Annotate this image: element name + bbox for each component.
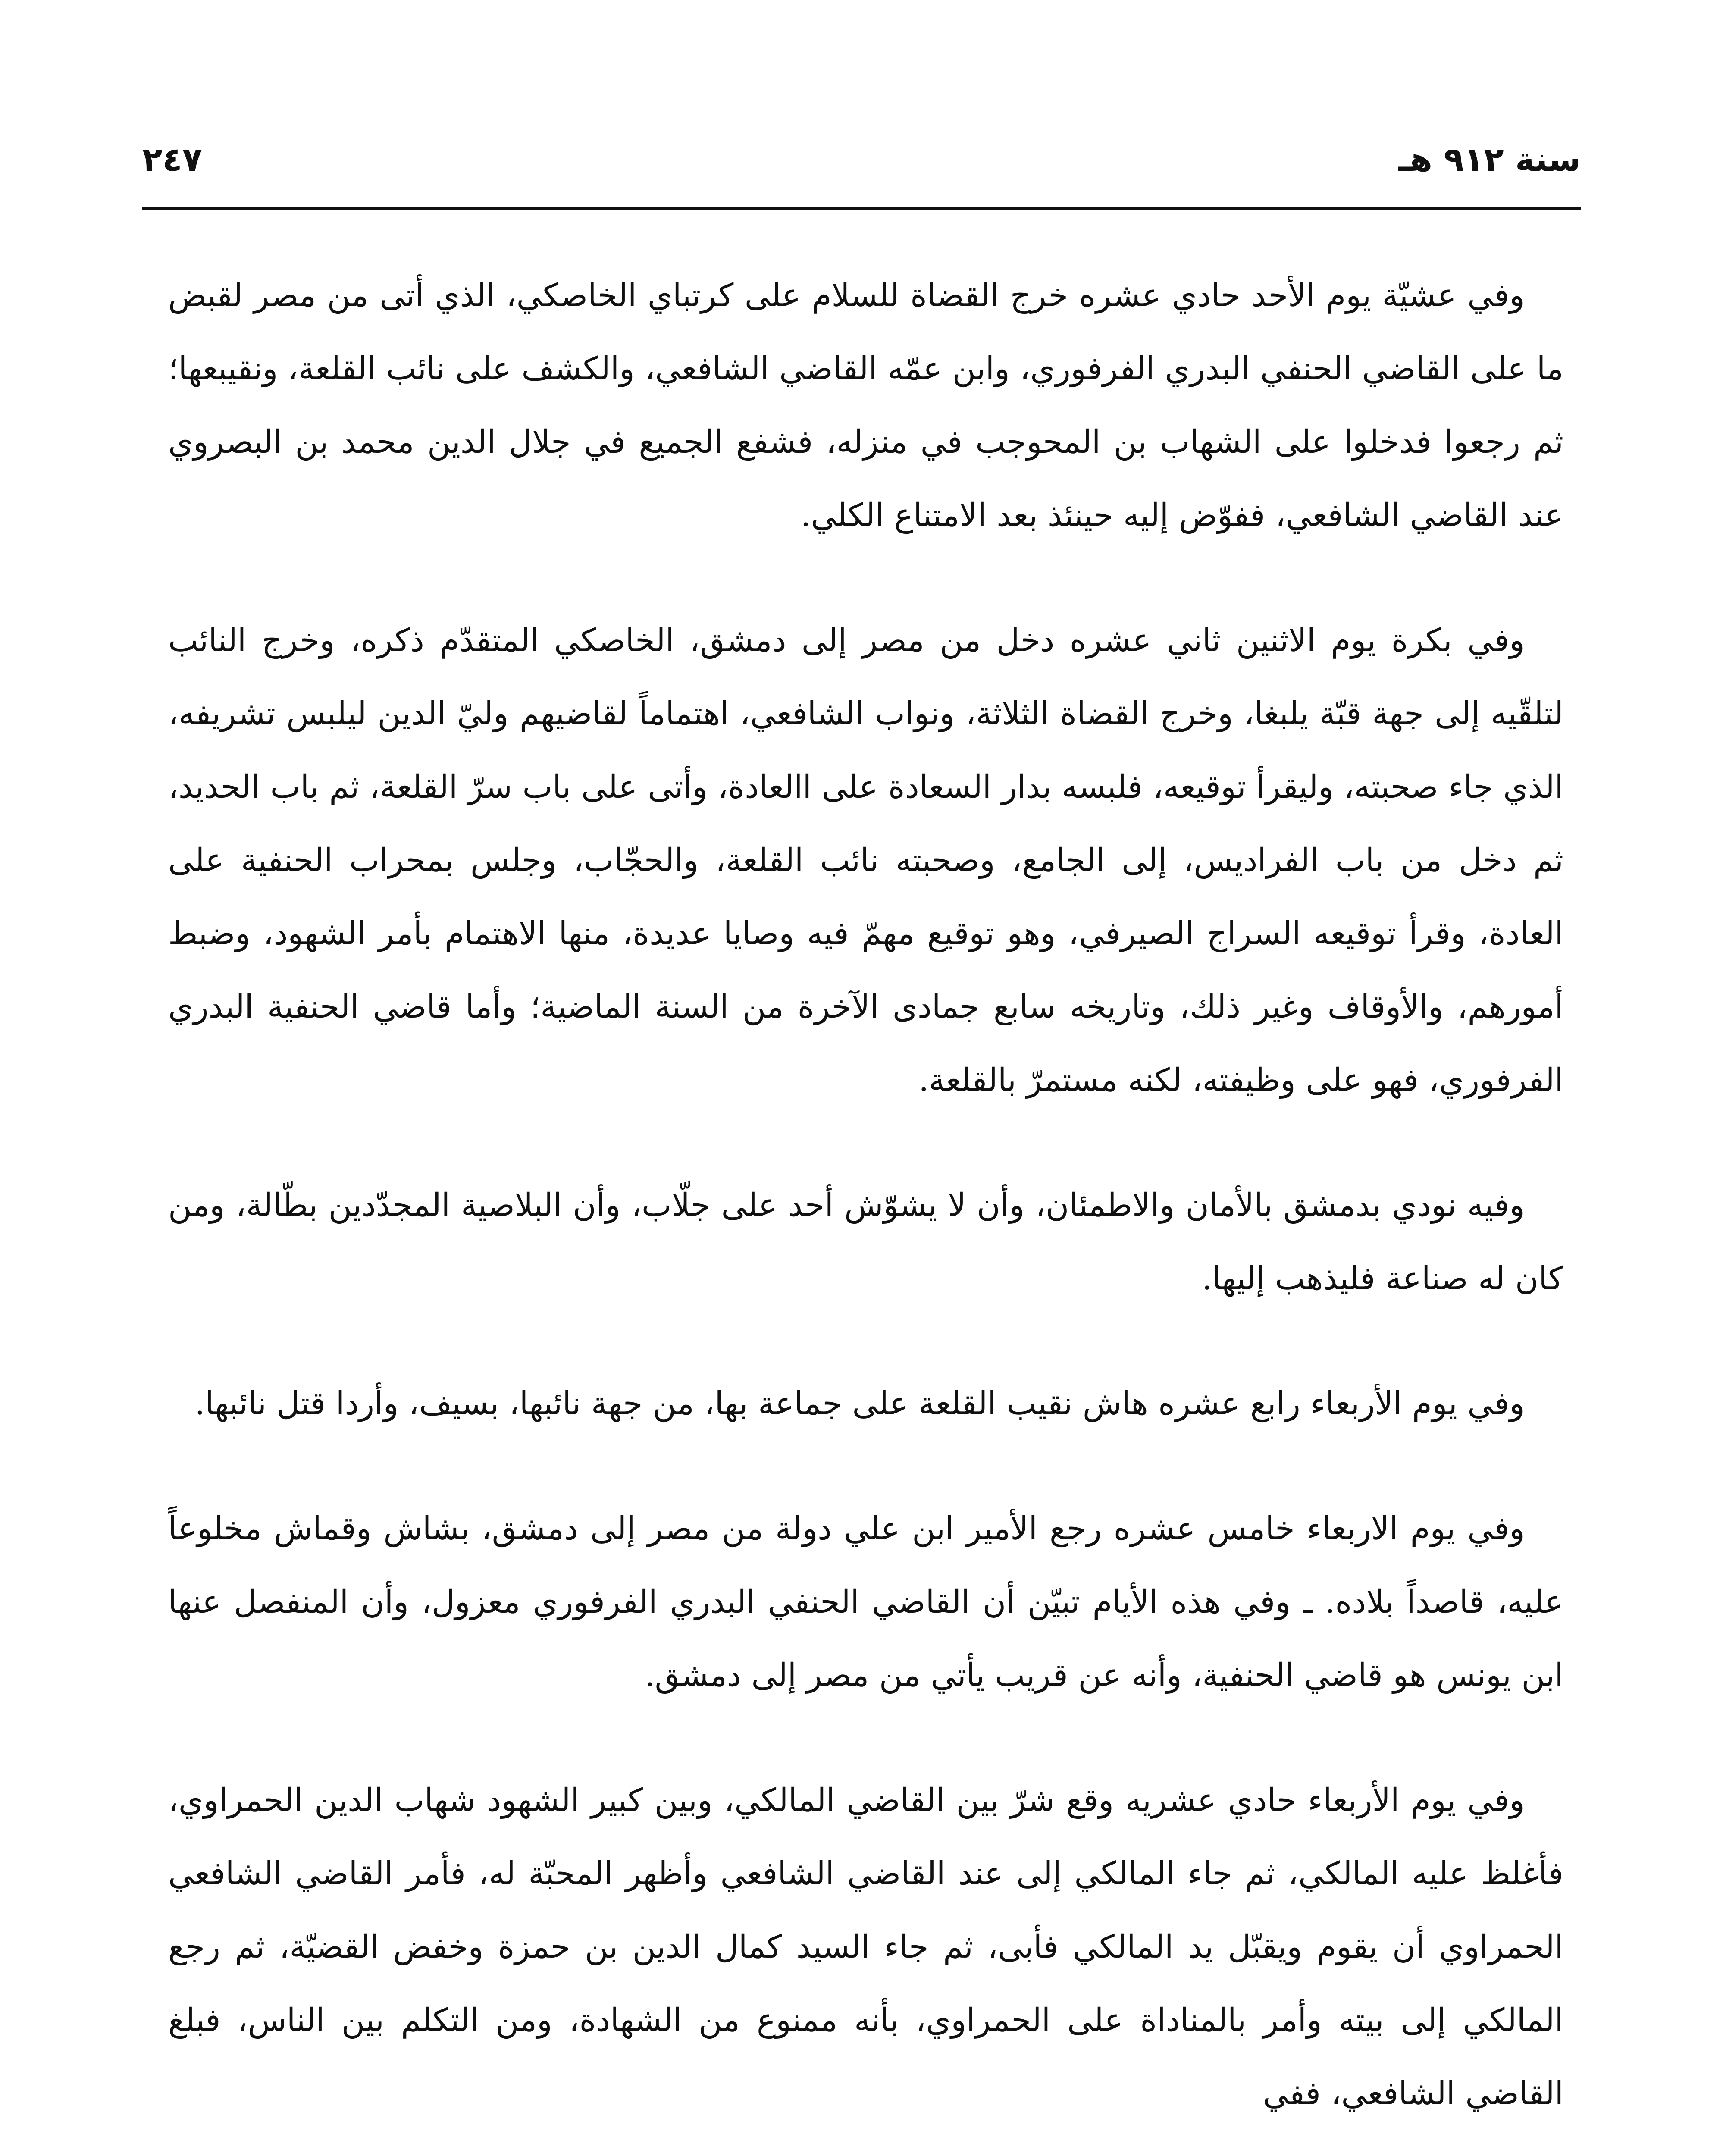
page-number: ٢٤٧ (142, 140, 203, 179)
paragraph-wednesday-15: وفي يوم الاربعاء خامس عشره رجع الأمير ابن علي دولة من مصر إلى دمشق، بشاش وقماش مخلوعاً عليه، قاصداً بلاده. ـ وفي هذه الأيام تبيّن أن القاضي الحنفي البدري الفرفوري معزول، وأن المنفصل عنها ابن يونس هو قاضي الحنفية، وأنه عن قريب يأتي من مصر إلى دمشق. (168, 1510, 1563, 1694)
header-rule (142, 207, 1581, 210)
paragraph-wednesday-21: وفي يوم الأربعاء حادي عشريه وقع شرّ بين القاضي المالكي، وبين كبير الشهود شهاب الدين الحمراوي، فأغلظ عليه المالكي، ثم جاء المالكي إلى عند القاضي الشافعي وأظهر المحبّة له، فأمر القاضي الشافعي الحمراوي أن يقوم ويقبّل يد المالكي فأبى، ثم جاء السيد كمال الدين بن حمزة وخفض القضيّة، ثم رجع المالكي إلى بيته وأمر بالمناداة على الحمراوي، بأنه ممنوع من الشهادة، ومن التكلم بين الناس، فبلغ القاضي الشافعي، ففي (168, 1782, 1563, 2112)
body-text (168, 259, 1563, 2156)
paragraph-wednesday-14: وفي يوم الأربعاء رابع عشره هاش نقيب القلعة على جماعة بها، من جهة نائبها، بسيف، وأردا قتل نائبها. (194, 1385, 1525, 1422)
paragraph-monday-12: وفي بكرة يوم الاثنين ثاني عشره دخل من مصر إلى دمشق، الخاصكي المتقدّم ذكره، وخرج النائب لتلقّيه إلى جهة قبّة يلبغا، وخرج القضاة الثلاثة، ونواب الشافعي، اهتماماً لقاضيهم وليّ الدين ليلبس تشريفه، الذي جاء صحبته، وليقرأ توقيعه، فلبسه بدار السعادة على االعادة، وأتى على باب سرّ القلعة، ثم باب الحديد، ثم دخل من باب الفراديس، إلى الجامع، وصحبته نائب القلعة، والحجّاب، وجلس بمحراب الحنفية على العادة، وقرأ توقيعه السراج الصيرفي، وهو توقيع مهمّ فيه وصايا عديدة، منها الاهتمام بأمر الشهود، وضبط أمورهم، والأوقاف وغير ذلك، وتاريخه سابع جمادى الآخرة من السنة الماضية؛ وأما قاضي الحنفية البدري الفرفوري، فهو على وظيفته، لكنه مستمرّ بالقلعة. (168, 622, 1563, 1099)
header-year: سنة ٩١٢ هـ (1398, 140, 1581, 179)
paragraph-sunday-11: وفي عشيّة يوم الأحد حادي عشره خرج القضاة للسلام على كرتباي الخاصكي، الذي أتى من مصر لقبض ما على القاضي الحنفي البدري الفرفوري، وابن عمّه القاضي الشافعي، والكشف على نائب القلعة، ونقيبعها؛ ثم رجعوا فدخلوا على الشهاب بن المحوجب في منزله، فشفع الجميع في جلال الدين محمد بن البصروي عند القاضي الشافعي، ففوّض إليه حينئذ بعد الامتناع الكلي. (168, 277, 1563, 534)
running-header (142, 129, 1581, 190)
paragraph-proclamation: وفيه نودي بدمشق بالأمان والاطمئان، وأن لا يشوّش أحد على جلّاب، وأن البلاصية المجدّدين بطّالة، ومن كان له صناعة فليذهب إليها. (168, 1187, 1563, 1297)
